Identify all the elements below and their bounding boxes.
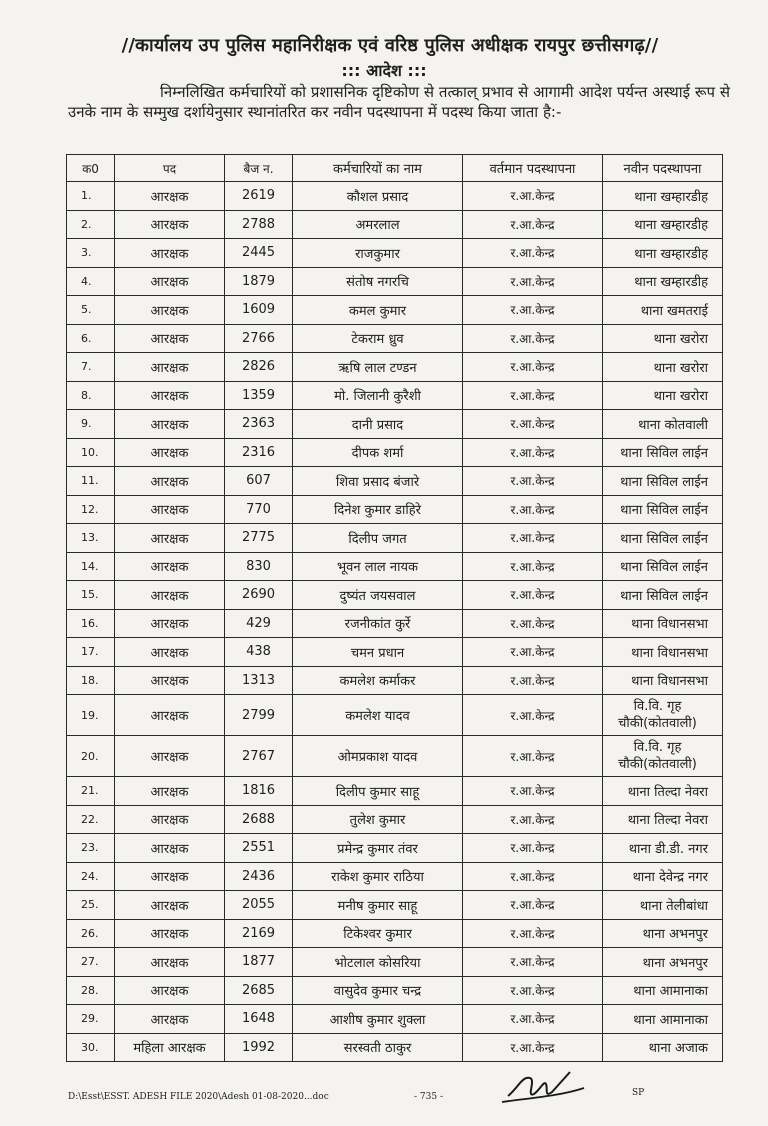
row-name: दिलीप कुमार साहू [293, 777, 463, 806]
row-current-posting: र.आ.केन्द्र [463, 239, 603, 268]
row-badge: 2436 [225, 862, 293, 891]
row-current-posting: र.आ.केन्द्र [463, 495, 603, 524]
row-badge: 770 [225, 495, 293, 524]
row-current-posting: र.आ.केन्द्र [463, 324, 603, 353]
row-sn: 17. [67, 638, 115, 667]
table-row [67, 862, 723, 891]
row-badge: 429 [225, 609, 293, 638]
row-post: आरक्षक [115, 736, 225, 777]
row-badge: 2619 [225, 182, 293, 211]
row-sn: 13. [67, 524, 115, 553]
row-name: प्रमेन्द्र कुमार तंवर [293, 834, 463, 863]
table-row [67, 891, 723, 920]
sp-label: SP [632, 1088, 645, 1098]
row-current-posting: र.आ.केन्द्र [463, 666, 603, 695]
row-new-posting: थाना अभनपुर [603, 948, 723, 977]
row-sn: 20. [67, 736, 115, 777]
row-sn: 19. [67, 695, 115, 736]
row-name: वासुदेव कुमार चन्द्र [293, 976, 463, 1005]
row-sn: 28. [67, 976, 115, 1005]
table-row [67, 381, 723, 410]
row-badge: 2799 [225, 695, 293, 736]
row-name: कमलेश कर्माकर [293, 666, 463, 695]
row-sn: 22. [67, 805, 115, 834]
row-badge: 2445 [225, 239, 293, 268]
table-row [67, 695, 723, 736]
row-new-posting: थाना खरोरा [603, 324, 723, 353]
row-name: मनीष कुमार साहू [293, 891, 463, 920]
order-intro-paragraph: निम्नलिखित कर्मचारियों को प्रशासनिक दृष्टिकोण से तत्काल् प्रभाव से आगामी आदेश पर्यन्त अस्थाई रूप से उनके नाम के सम्मुख दर्शायेनुसार स्थानांतरित कर नवीन पदस्थापना में पदस्थ किया जाता है:- [68, 83, 730, 121]
row-name: संतोष नगरचि [293, 267, 463, 296]
row-new-posting: थाना सिविल लाईन [603, 495, 723, 524]
row-sn: 24. [67, 862, 115, 891]
row-current-posting: र.आ.केन्द्र [463, 777, 603, 806]
table-row [67, 182, 723, 211]
row-sn: 7. [67, 353, 115, 382]
row-new-posting: थाना अजाक [603, 1033, 723, 1062]
row-new-posting: थाना कोतवाली [603, 410, 723, 439]
row-sn: 2. [67, 210, 115, 239]
row-badge: 1879 [225, 267, 293, 296]
row-current-posting: र.आ.केन्द्र [463, 1005, 603, 1034]
row-badge: 1992 [225, 1033, 293, 1062]
order-heading: ::: आदेश ::: [341, 61, 427, 80]
row-name: राकेश कुमार राठिया [293, 862, 463, 891]
col-header-new-posting: नवीन पदस्थापना [603, 155, 723, 182]
table-row [67, 736, 723, 777]
row-name: चमन प्रधान [293, 638, 463, 667]
row-new-posting: वि.वि. गृह चौकी(कोतवाली) [603, 695, 723, 736]
col-header-sn: क0 [67, 155, 115, 182]
row-post: महिला आरक्षक [115, 1033, 225, 1062]
row-current-posting: र.आ.केन्द्र [463, 210, 603, 239]
row-name: ओमप्रकाश यादव [293, 736, 463, 777]
row-post: आरक्षक [115, 381, 225, 410]
row-badge: 830 [225, 552, 293, 581]
row-new-posting: थाना खरोरा [603, 381, 723, 410]
row-new-posting: थाना सिविल लाईन [603, 438, 723, 467]
row-post: आरक्षक [115, 948, 225, 977]
row-current-posting: र.आ.केन्द्र [463, 638, 603, 667]
row-name: कौशल प्रसाद [293, 182, 463, 211]
row-sn: 29. [67, 1005, 115, 1034]
row-current-posting: र.आ.केन्द्र [463, 891, 603, 920]
table-row [67, 524, 723, 553]
row-post: आरक्षक [115, 976, 225, 1005]
row-sn: 6. [67, 324, 115, 353]
row-name: रजनीकांत कुर्रे [293, 609, 463, 638]
table-row [67, 609, 723, 638]
col-header-name: कर्मचारियों का नाम [293, 155, 463, 182]
row-post: आरक्षक [115, 524, 225, 553]
row-new-posting: थाना विधानसभा [603, 609, 723, 638]
table-row [67, 976, 723, 1005]
table-row [67, 834, 723, 863]
row-post: आरक्षक [115, 438, 225, 467]
table-row [67, 919, 723, 948]
row-badge: 2826 [225, 353, 293, 382]
row-sn: 3. [67, 239, 115, 268]
row-current-posting: र.आ.केन्द्र [463, 524, 603, 553]
row-current-posting: र.आ.केन्द्र [463, 1033, 603, 1062]
row-current-posting: र.आ.केन्द्र [463, 919, 603, 948]
row-current-posting: र.आ.केन्द्र [463, 976, 603, 1005]
row-post: आरक्षक [115, 353, 225, 382]
row-name: सरस्वती ठाकुर [293, 1033, 463, 1062]
row-post: आरक्षक [115, 239, 225, 268]
row-badge: 2169 [225, 919, 293, 948]
row-badge: 2055 [225, 891, 293, 920]
row-new-posting: थाना सिविल लाईन [603, 581, 723, 610]
row-sn: 15. [67, 581, 115, 610]
col-header-current-posting: वर्तमान पदस्थापना [463, 155, 603, 182]
row-current-posting: र.आ.केन्द्र [463, 467, 603, 496]
row-name: राजकुमार [293, 239, 463, 268]
row-sn: 12. [67, 495, 115, 524]
row-new-posting: थाना खम्हारडीह [603, 267, 723, 296]
document-title: //कार्यालय उप पुलिस महानिरीक्षक एवं वरिष्ठ पुलिस अधीक्षक रायपुर छत्तीसगढ़// [121, 35, 659, 56]
row-current-posting: र.आ.केन्द्र [463, 805, 603, 834]
file-path: D:\Esst\ESST. ADESH FILE 2020\Adesh 01-08-2020...doc [68, 1092, 329, 1102]
row-post: आरक्षक [115, 609, 225, 638]
row-current-posting: र.आ.केन्द्र [463, 736, 603, 777]
row-post: आरक्षक [115, 552, 225, 581]
row-new-posting: थाना तिल्दा नेवरा [603, 777, 723, 806]
row-name: अमरलाल [293, 210, 463, 239]
row-badge: 607 [225, 467, 293, 496]
row-post: आरक्षक [115, 210, 225, 239]
row-current-posting: र.आ.केन्द्र [463, 948, 603, 977]
transfer-table [66, 154, 723, 1062]
row-current-posting: र.आ.केन्द्र [463, 609, 603, 638]
row-new-posting: थाना खमतराई [603, 296, 723, 325]
row-current-posting: र.आ.केन्द्र [463, 695, 603, 736]
row-current-posting: र.आ.केन्द्र [463, 182, 603, 211]
row-sn: 25. [67, 891, 115, 920]
row-sn: 26. [67, 919, 115, 948]
row-badge: 2685 [225, 976, 293, 1005]
row-sn: 21. [67, 777, 115, 806]
page-number: - 735 - [414, 1092, 443, 1102]
row-name: शिवा प्रसाद बंजारे [293, 467, 463, 496]
row-badge: 2316 [225, 438, 293, 467]
table-row [67, 410, 723, 439]
table-row [67, 267, 723, 296]
row-new-posting: थाना अभनपुर [603, 919, 723, 948]
row-name: दानी प्रसाद [293, 410, 463, 439]
row-badge: 2788 [225, 210, 293, 239]
row-sn: 18. [67, 666, 115, 695]
row-post: आरक्षक [115, 862, 225, 891]
row-new-posting: थाना सिविल लाईन [603, 552, 723, 581]
row-badge: 1359 [225, 381, 293, 410]
row-new-posting: थाना तेलीबांधा [603, 891, 723, 920]
row-post: आरक्षक [115, 324, 225, 353]
row-current-posting: र.आ.केन्द्र [463, 296, 603, 325]
row-current-posting: र.आ.केन्द्र [463, 834, 603, 863]
col-header-badge: बैज न. [225, 155, 293, 182]
row-sn: 1. [67, 182, 115, 211]
row-new-posting: थाना सिविल लाईन [603, 524, 723, 553]
row-name: मो. जिलानी कुरैशी [293, 381, 463, 410]
table-row [67, 777, 723, 806]
row-badge: 2688 [225, 805, 293, 834]
row-new-posting: थाना आमानाका [603, 1005, 723, 1034]
table-row [67, 495, 723, 524]
row-new-posting: थाना तिल्दा नेवरा [603, 805, 723, 834]
row-badge: 2690 [225, 581, 293, 610]
row-name: ऋषि लाल टण्डन [293, 353, 463, 382]
row-post: आरक्षक [115, 695, 225, 736]
table-row [67, 239, 723, 268]
row-name: टेकराम ध्रुव [293, 324, 463, 353]
row-sn: 9. [67, 410, 115, 439]
row-badge: 2775 [225, 524, 293, 553]
row-sn: 8. [67, 381, 115, 410]
row-name: तुलेश कुमार [293, 805, 463, 834]
row-sn: 14. [67, 552, 115, 581]
row-new-posting: थाना विधानसभा [603, 666, 723, 695]
row-post: आरक्षक [115, 805, 225, 834]
row-name: दीपक शर्मा [293, 438, 463, 467]
row-post: आरक्षक [115, 638, 225, 667]
row-badge: 2766 [225, 324, 293, 353]
row-current-posting: र.आ.केन्द्र [463, 381, 603, 410]
row-post: आरक्षक [115, 666, 225, 695]
row-badge: 1648 [225, 1005, 293, 1034]
row-name: भोटलाल कोसरिया [293, 948, 463, 977]
row-sn: 16. [67, 609, 115, 638]
table-header-row [67, 155, 723, 182]
signature-icon [500, 1058, 590, 1108]
table-row [67, 805, 723, 834]
row-name: दुष्यंत जयसवाल [293, 581, 463, 610]
row-badge: 1609 [225, 296, 293, 325]
row-sn: 27. [67, 948, 115, 977]
row-post: आरक्षक [115, 296, 225, 325]
col-header-post: पद [115, 155, 225, 182]
row-current-posting: र.आ.केन्द्र [463, 267, 603, 296]
row-post: आरक्षक [115, 581, 225, 610]
row-badge: 1816 [225, 777, 293, 806]
table-row [67, 948, 723, 977]
row-sn: 4. [67, 267, 115, 296]
row-current-posting: र.आ.केन्द्र [463, 552, 603, 581]
table-row [67, 324, 723, 353]
row-sn: 5. [67, 296, 115, 325]
row-sn: 10. [67, 438, 115, 467]
row-sn: 11. [67, 467, 115, 496]
row-new-posting: थाना खम्हारडीह [603, 210, 723, 239]
row-new-posting: थाना आमानाका [603, 976, 723, 1005]
row-post: आरक्षक [115, 495, 225, 524]
row-badge: 1877 [225, 948, 293, 977]
table-row [67, 552, 723, 581]
row-new-posting: वि.वि. गृह चौकी(कोतवाली) [603, 736, 723, 777]
row-sn: 30. [67, 1033, 115, 1062]
row-post: आरक्षक [115, 777, 225, 806]
table-body [67, 182, 723, 1062]
table-row [67, 353, 723, 382]
row-post: आरक्षक [115, 182, 225, 211]
row-badge: 2363 [225, 410, 293, 439]
row-new-posting: थाना डी.डी. नगर [603, 834, 723, 863]
row-badge: 2551 [225, 834, 293, 863]
table-row [67, 210, 723, 239]
row-new-posting: थाना खम्हारडीह [603, 182, 723, 211]
table-row [67, 581, 723, 610]
row-post: आरक्षक [115, 467, 225, 496]
table-row [67, 296, 723, 325]
row-new-posting: थाना देवेन्द्र नगर [603, 862, 723, 891]
table-row [67, 467, 723, 496]
row-name: कमल कुमार [293, 296, 463, 325]
row-name: भूवन लाल नायक [293, 552, 463, 581]
row-badge: 1313 [225, 666, 293, 695]
row-current-posting: र.आ.केन्द्र [463, 581, 603, 610]
row-post: आरक्षक [115, 267, 225, 296]
row-name: आशीष कुमार शुक्ला [293, 1005, 463, 1034]
row-post: आरक्षक [115, 919, 225, 948]
row-post: आरक्षक [115, 891, 225, 920]
row-name: टिकेश्वर कुमार [293, 919, 463, 948]
row-current-posting: र.आ.केन्द्र [463, 353, 603, 382]
row-sn: 23. [67, 834, 115, 863]
row-post: आरक्षक [115, 834, 225, 863]
row-badge: 2767 [225, 736, 293, 777]
row-name: कमलेश यादव [293, 695, 463, 736]
row-post: आरक्षक [115, 1005, 225, 1034]
row-current-posting: र.आ.केन्द्र [463, 410, 603, 439]
row-name: दिलीप जगत [293, 524, 463, 553]
row-post: आरक्षक [115, 410, 225, 439]
row-current-posting: र.आ.केन्द्र [463, 438, 603, 467]
row-new-posting: थाना खम्हारडीह [603, 239, 723, 268]
row-name: दिनेश कुमार डाहिरे [293, 495, 463, 524]
row-new-posting: थाना खरोरा [603, 353, 723, 382]
table-row [67, 666, 723, 695]
row-current-posting: र.आ.केन्द्र [463, 862, 603, 891]
row-new-posting: थाना विधानसभा [603, 638, 723, 667]
table-row [67, 1033, 723, 1062]
row-new-posting: थाना सिविल लाईन [603, 467, 723, 496]
table-row [67, 1005, 723, 1034]
row-badge: 438 [225, 638, 293, 667]
table-row [67, 438, 723, 467]
table-row [67, 638, 723, 667]
